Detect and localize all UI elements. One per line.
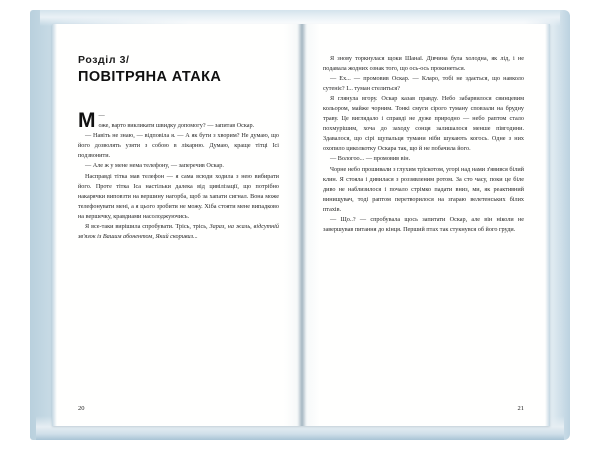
paragraph-with-italic: Я все-таки вирішила спробувати. Трісь, трісь, Зараз, на жаль, відсутній зв'язок із Вашим абонентом, Який скоривиз... [78, 222, 279, 240]
page-number-right: 21 [517, 405, 524, 412]
page-edge-right [545, 24, 550, 426]
paragraph: — Навіть не знаю, — відповіла я. — А як бути з хворим? Не думаю, що його дозволять узяти з собою в лікарню. Думаю, краще тітці Ісі подзвонити. [78, 132, 279, 160]
paragraph: — Ех... — промовив Оскар. — Кларо, тобі не здається, що навколо сутеніє? І... туман стелиться? [323, 75, 524, 93]
chapter-number: Розділ 3/ [78, 54, 130, 66]
paragraph: — Вологоо... — промовив він. [330, 155, 411, 163]
page-left [52, 24, 301, 426]
paragraph: оже, варто викликати швидку допомогу? — запитав Оскар. [98, 122, 255, 130]
page-edge-left [52, 24, 57, 426]
page-right [301, 24, 550, 426]
right-page-body [323, 54, 524, 235]
left-page-body [78, 111, 279, 242]
book-pages [52, 24, 550, 426]
open-book [30, 10, 570, 440]
paragraph: — Але ж у мене нема телефону, — заперечив Оскар. [85, 162, 224, 170]
paragraph: Насправді тітка мав телефон — я сама всюди ходила з нею вибирати його. Проте тітка Іса настільки далека від цивілізації, що потрібно накарячки виповзти на вершину нагорба, щоб за хапати сигнал. Вона може телефонувати мені, а я цього зробити не можу. Хіба стояти мене випадково на вершечку, кравдиами насолоджуючись. [78, 172, 279, 220]
paragraph: Я глянула вгору. Оскар казав правду. Небо забарвилося свинцевим кольором, майже чорним. Тонкі смуги сірого туману сповзали на брудну траву. Це виглядало і справді не дуже природно — небо раптом стало похмурішим, хоча до заходу сонця залишалося менше півгодини. Здавалося, що сірі щупальця тумани ніби шукають когось. Одне з них охопило циколкотку Оскара так, що й не побачила його. [323, 95, 524, 153]
chapter-title: ПОВІТРЯНА АТАКА [78, 69, 222, 85]
dialogue-dash: — [98, 112, 107, 120]
paragraph: — Що..? — спробувала щось запитати Оскар, але він ніколи не завершував питання до кінця. Перший птах так стукнувся об його груди. [323, 215, 524, 233]
page-number-left: 20 [78, 405, 85, 412]
drop-cap-letter: М [78, 109, 96, 133]
italic-sms-text: Зараз, на жаль, відсутній зв'язок із Вашим абонентом, Який скоривиз... [78, 222, 279, 240]
dropcap-paragraph [78, 111, 279, 131]
paragraph: Я знову торкнулася щоки Шанаї. Дівчина була холодна, як лід, і не подавала жодних ознак того, що ось-ось прокинеться. [323, 55, 524, 73]
paragraph: Чорне небо прошивали з глухим тріскотом, угорі над нами з'явився білий клин. Я стояла і дивилася з роззявленим ротом. За сто часу, поки це біле диво не наблизилося і почало стрімко падати вниз, ми, як реактивний винищувач, тоді раптом перетворилося на згараю велетенських білих птахів. [323, 165, 524, 213]
